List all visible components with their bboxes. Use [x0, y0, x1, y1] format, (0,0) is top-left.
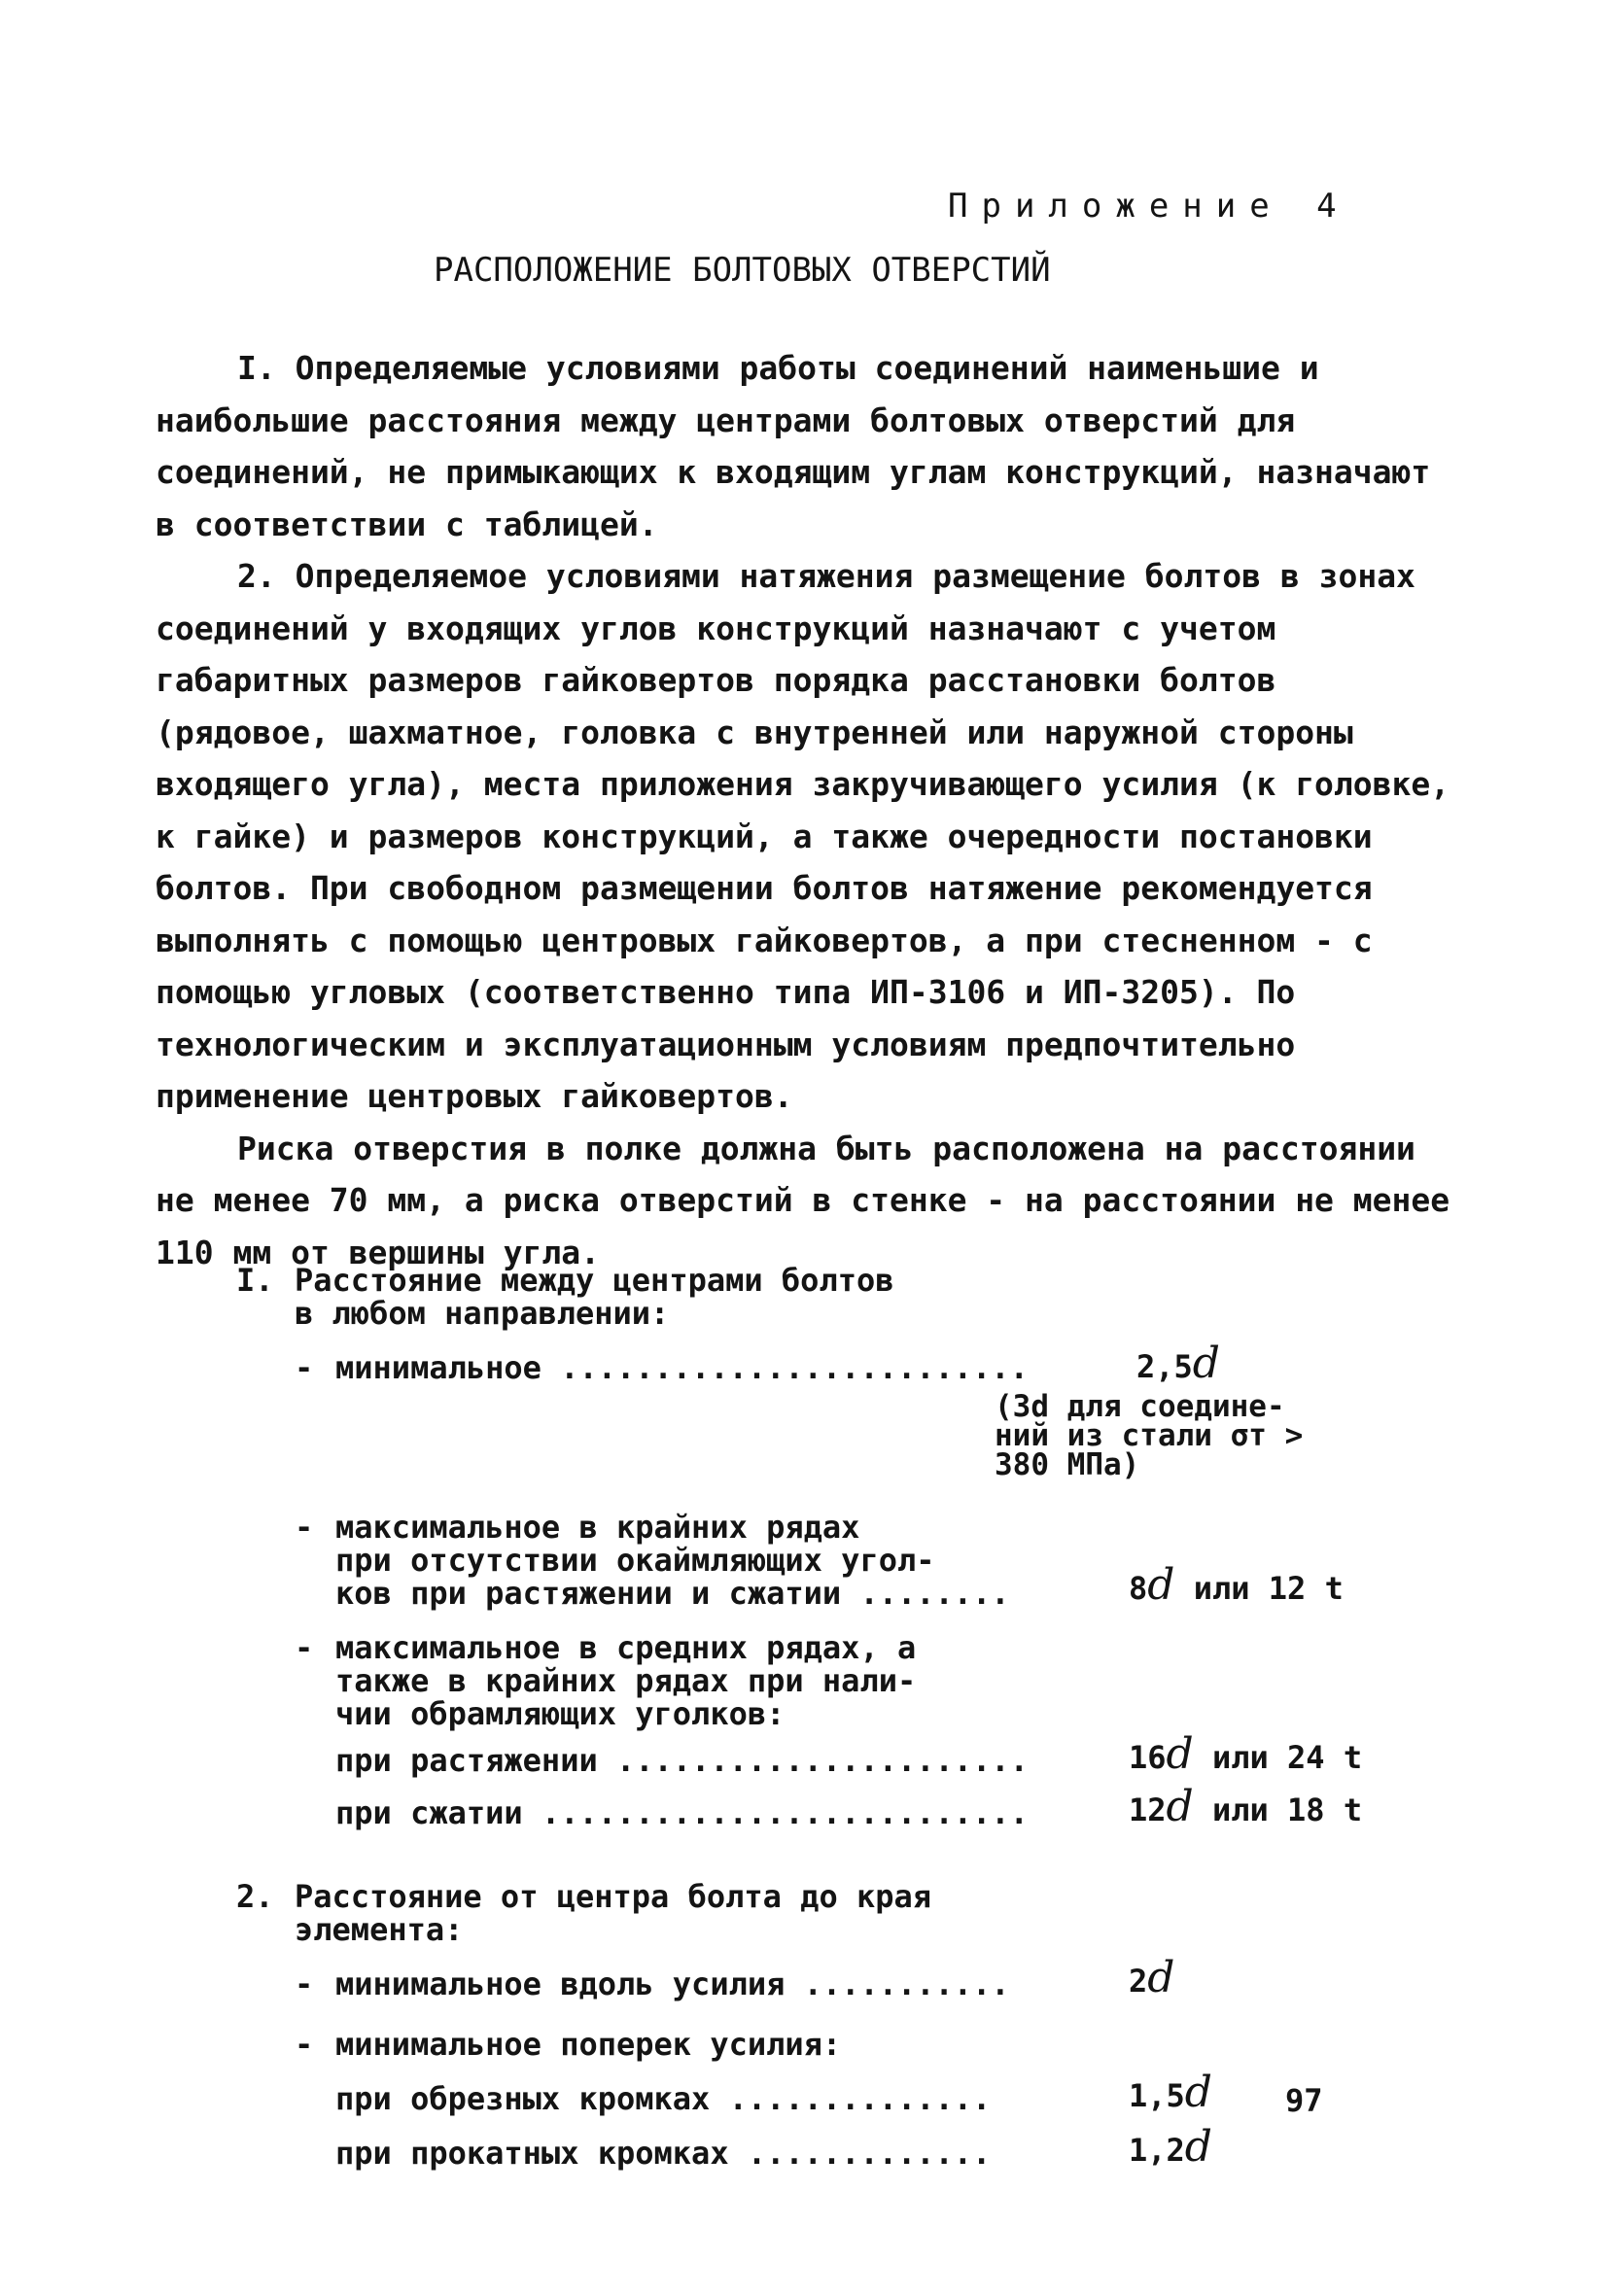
d-symbol: d	[1184, 2122, 1212, 2172]
value-tail: или 24 t	[1193, 1739, 1363, 1776]
section-title: Расстояние между центрами болтов в любом направлении:	[295, 1262, 894, 1332]
row-label: при прокатных кромках .............	[335, 2135, 992, 2172]
row-value	[1129, 1729, 1363, 1779]
section-2	[236, 1880, 1364, 2183]
spacing-table	[236, 1264, 1364, 2183]
d-symbol: d	[1192, 1339, 1220, 1388]
dash-bullet: -	[295, 1966, 314, 2002]
row-value	[1129, 2068, 1212, 2117]
section-title: Расстояние от центра болта до края элемента:	[295, 1878, 932, 1948]
paragraph-3: Риска отверстия в полке должна быть расположена на расстоянии не менее 70 мм, а риска отверстий в стенке - на расстоянии не менее 110 мм от вершины угла.	[156, 1129, 1450, 1271]
value-number: 2,5	[1136, 1348, 1193, 1385]
paragraph-2: 2. Определяемое условиями натяжения размещение болтов в зонах соединений у входящих углов конструкций назначают с учетом габаритных размеров гайковертов порядка расстановки болтов (рядовое, шахматное, головка с внутренней или наружной стороны входящего угла), места приложения закручивающего усилия (к головке, к гайке) и размеров конструкций, а также очередности постановки болтов. При свободном размещении болтов натяжение рекомендуется выполнять с помощью центровых гайковертов, а при стесненном - с помощью угловых (соответственно типа ИП-3106 и ИП-3205). По технологическим и эксплуатационным условиям предпочтительно применение центровых гайковертов.	[156, 557, 1450, 1115]
row-label: минимальное вдоль усилия ...........	[335, 1966, 1010, 2002]
row-label: минимальное поперек усилия:	[335, 2026, 842, 2063]
row-label: максимальное в крайних рядах при отсутствии окаймляющих угол- ков при растяжении и сжатии ........	[335, 1509, 1010, 1612]
document-title: РАСПОЛОЖЕНИЕ БОЛТОВЫХ ОТВЕРСТИЙ	[434, 251, 1051, 290]
row-label: максимальное в средних рядах, а также в крайних рядах при нали- чии обрамляющих уголков:	[335, 1629, 917, 1732]
row-value	[1129, 1560, 1344, 1610]
value-number: 2	[1129, 1963, 1148, 2000]
paragraph-1: I. Определяемые условиями работы соединений наименьшие и наибольшие расстояния между центрами болтовых отверстий для соединений, не примыкающих к входящим углам конструкций, назначают в соответствии с таблицей.	[156, 349, 1431, 543]
row-value	[1129, 1782, 1363, 1831]
section-number: 2.	[236, 1878, 274, 1915]
section-2-heading	[236, 1880, 1364, 1946]
row-value	[1129, 2122, 1212, 2172]
d-symbol: d	[1184, 2068, 1212, 2117]
section-1-heading	[236, 1264, 1364, 1330]
page-number: 97	[1285, 2082, 1323, 2119]
row-label: при обрезных кромках ..............	[335, 2080, 992, 2117]
value-tail: или 12 t	[1174, 1570, 1344, 1607]
dash-bullet: -	[295, 1629, 314, 1666]
d-symbol: d	[1166, 1782, 1194, 1831]
row-value	[1136, 1339, 1220, 1388]
value-tail: или 18 t	[1193, 1792, 1363, 1828]
body-text	[156, 342, 1458, 1278]
row-label: при растяжении ......................	[335, 1742, 1029, 1779]
section-number: I.	[236, 1262, 274, 1299]
d-symbol: d	[1147, 1560, 1175, 1610]
value-number: 1,2	[1129, 2132, 1185, 2169]
table-row	[295, 1953, 1364, 2014]
dash-bullet: -	[295, 1509, 314, 1546]
row-label: минимальное .........................	[335, 1349, 1029, 1386]
value-number: 8	[1129, 1570, 1148, 1607]
d-symbol: d	[1147, 1953, 1175, 2002]
appendix-label: Приложение 4	[948, 187, 1350, 226]
row-value	[1129, 1953, 1175, 2002]
d-symbol: d	[1166, 1729, 1194, 1779]
dash-bullet: -	[295, 2026, 314, 2063]
table-row	[295, 1339, 1364, 1497]
row-label: при сжатии ..........................	[335, 1794, 1029, 1831]
row-note: (3d для соедине- ний из стали σт > 380 МПа)	[995, 1389, 1304, 1482]
table-row	[295, 1511, 1364, 1618]
table-row	[295, 2122, 1364, 2183]
table-row	[295, 1729, 1364, 1791]
value-number: 12	[1129, 1792, 1167, 1828]
table-row	[295, 1631, 1364, 1736]
table-row	[295, 1782, 1364, 1843]
section-1	[236, 1264, 1364, 1843]
value-number: 16	[1129, 1739, 1167, 1776]
value-number: 1,5	[1129, 2077, 1185, 2114]
dash-bullet: -	[295, 1349, 314, 1386]
